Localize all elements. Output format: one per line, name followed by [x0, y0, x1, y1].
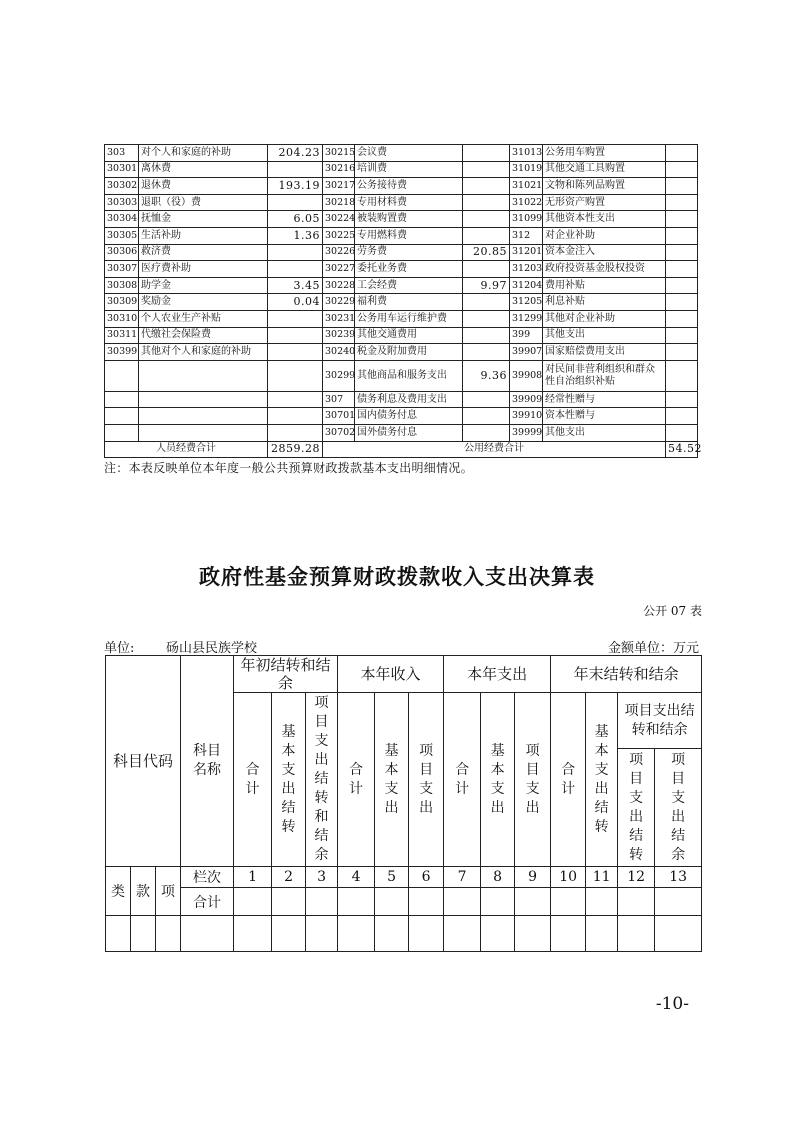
cell — [409, 888, 444, 916]
subject-name-header: 科目名称 — [181, 656, 234, 867]
expense-name: 退休费 — [139, 178, 268, 195]
expense-name: 助学金 — [139, 277, 268, 294]
expense-amount: 0.04 — [268, 294, 323, 311]
end-basic-carry-header: 基本支出结转 — [586, 693, 618, 867]
cell — [338, 888, 375, 916]
table-row — [105, 211, 698, 228]
top-table-body — [105, 145, 698, 442]
expense-name: 代缴社会保险费 — [139, 327, 268, 344]
expense-name: 公务接待费 — [355, 178, 463, 195]
cell — [655, 916, 702, 952]
table-row — [105, 261, 698, 278]
column-no-label: 栏次 — [181, 867, 234, 888]
expense-amount: 204.23 — [268, 145, 323, 162]
cell — [618, 888, 655, 916]
expense-name: 无形资产购置 — [543, 194, 666, 211]
table-row — [105, 327, 698, 344]
cell — [338, 916, 375, 952]
expense-name: 政府投资基金股权投资 — [543, 261, 666, 278]
expense-code: 30218 — [323, 194, 355, 211]
expense-code: 39999 — [510, 424, 543, 441]
public-total-label: 公用经费合计 — [323, 441, 666, 458]
expense-code: 307 — [323, 391, 355, 408]
expense-name: 利息补贴 — [543, 294, 666, 311]
expense-name: 抚恤金 — [139, 211, 268, 228]
expense-code: 30240 — [323, 344, 355, 361]
expense-amount — [463, 227, 510, 244]
expense-code: 30227 — [323, 261, 355, 278]
column-number: 9 — [515, 867, 551, 888]
expense-name: 其他交通工具购置 — [543, 161, 666, 178]
expense-amount — [666, 310, 698, 327]
cell — [306, 916, 338, 952]
expense-amount — [268, 261, 323, 278]
expense-code — [105, 408, 139, 425]
expense-amount — [666, 408, 698, 425]
category-xiang-header: 项 — [156, 867, 181, 916]
expense-amount — [666, 178, 698, 195]
expense-amount — [666, 327, 698, 344]
column-number: 6 — [409, 867, 444, 888]
expense-code: 31201 — [510, 244, 543, 261]
table-row — [105, 344, 698, 361]
column-number: 1 — [234, 867, 272, 888]
expense-amount: 193.19 — [268, 178, 323, 195]
expense-name: 费用补贴 — [543, 277, 666, 294]
begin-carry-header: 年初结转和结余 — [234, 656, 338, 693]
expense-code — [105, 391, 139, 408]
total-row-label: 合计 — [181, 888, 234, 916]
table-row — [105, 244, 698, 261]
column-number: 12 — [618, 867, 655, 888]
cell — [156, 916, 181, 952]
column-number: 13 — [655, 867, 702, 888]
cell — [306, 888, 338, 916]
table-row — [105, 277, 698, 294]
expense-name: 奖励金 — [139, 294, 268, 311]
expense-name — [139, 391, 268, 408]
expense-name: 工会经费 — [355, 277, 463, 294]
expense-name: 退职（役）费 — [139, 194, 268, 211]
expense-amount — [463, 327, 510, 344]
expense-code: 30304 — [105, 211, 139, 228]
table-row — [105, 408, 698, 425]
expense-name: 其他资本性支出 — [543, 211, 666, 228]
end-total-header: 合计 — [551, 693, 586, 867]
expense-name: 国内债务付息 — [355, 408, 463, 425]
expense-name — [139, 408, 268, 425]
expense-code: 31021 — [510, 178, 543, 195]
cell — [481, 916, 515, 952]
expense-name: 被装购置费 — [355, 211, 463, 228]
expense-code: 31013 — [510, 145, 543, 162]
expense-code: 30299 — [323, 360, 355, 391]
expense-name: 生活补助 — [139, 227, 268, 244]
expense-name: 个人农业生产补贴 — [139, 310, 268, 327]
expense-name: 培训费 — [355, 161, 463, 178]
end-project-carry-header: 项目支出结转 — [618, 749, 655, 867]
expense-amount — [463, 294, 510, 311]
income-project-header: 项目支出 — [409, 693, 444, 867]
table-row — [105, 391, 698, 408]
cell — [375, 888, 409, 916]
expense-amount — [666, 360, 698, 391]
column-number: 4 — [338, 867, 375, 888]
begin-basic-carry-header: 基本支出结转 — [272, 693, 306, 867]
cell — [618, 916, 655, 952]
table-row — [105, 424, 698, 441]
expense-name: 医疗费补助 — [139, 261, 268, 278]
column-number: 5 — [375, 867, 409, 888]
expense-name: 税金及附加费用 — [355, 344, 463, 361]
expense-name: 救济费 — [139, 244, 268, 261]
expense-code: 30229 — [323, 294, 355, 311]
column-number: 3 — [306, 867, 338, 888]
table-row — [105, 227, 698, 244]
money-unit: 金额单位：万元 — [607, 641, 699, 656]
expense-code: 30301 — [105, 161, 139, 178]
table-row — [105, 310, 698, 327]
expense-amount: 9.97 — [463, 277, 510, 294]
total-row — [106, 888, 702, 916]
expense-code: 30303 — [105, 194, 139, 211]
expense-name: 其他对个人和家庭的补助 — [139, 344, 268, 361]
expense-amount — [463, 424, 510, 441]
table-row — [105, 178, 698, 195]
expense-code — [105, 424, 139, 441]
cell — [272, 888, 306, 916]
expense-code: 30231 — [323, 310, 355, 327]
expense-name: 公务用车运行维护费 — [355, 310, 463, 327]
expense-amount — [666, 145, 698, 162]
expense-amount — [666, 261, 698, 278]
cell — [586, 916, 618, 952]
expense-code: 39909 — [510, 391, 543, 408]
expense-amount — [666, 344, 698, 361]
cell — [106, 916, 131, 952]
expense-amount — [268, 391, 323, 408]
table-note: 注：本表反映单位本年度一般公共预算财政拨款基本支出明细情况。 — [104, 461, 474, 475]
cell — [272, 916, 306, 952]
expense-basic-header: 基本支出 — [481, 693, 515, 867]
expense-code — [105, 360, 139, 391]
expense-amount — [463, 161, 510, 178]
end-project-balance-header: 项目支出结余 — [655, 749, 702, 867]
expense-code: 30702 — [323, 424, 355, 441]
expense-code: 31099 — [510, 211, 543, 228]
expense-project-header: 项目支出 — [515, 693, 551, 867]
basic-expenditure-detail-table — [104, 144, 702, 458]
column-number: 7 — [444, 867, 481, 888]
expense-name: 经常性赠与 — [543, 391, 666, 408]
expense-name: 离休费 — [139, 161, 268, 178]
expense-code: 30305 — [105, 227, 139, 244]
expense-code: 30311 — [105, 327, 139, 344]
expense-amount — [666, 424, 698, 441]
empty-row — [106, 916, 702, 952]
expense-amount — [463, 344, 510, 361]
expense-name: 资本金注入 — [543, 244, 666, 261]
table-row — [105, 294, 698, 311]
personnel-total-value: 2859.28 — [268, 441, 323, 458]
expense-amount — [463, 211, 510, 228]
expense-code: 31205 — [510, 294, 543, 311]
expense-code: 30310 — [105, 310, 139, 327]
cell — [551, 888, 586, 916]
expense-code: 31022 — [510, 194, 543, 211]
table-row — [105, 161, 698, 178]
expense-code: 30225 — [323, 227, 355, 244]
expense-amount — [666, 227, 698, 244]
expense-name: 劳务费 — [355, 244, 463, 261]
expense-amount — [268, 161, 323, 178]
expense-name: 福利费 — [355, 294, 463, 311]
expense-name: 专用燃料费 — [355, 227, 463, 244]
begin-total-header: 合计 — [234, 693, 272, 867]
expense-amount — [268, 244, 323, 261]
begin-project-carry-header: 项目支出结转和结余 — [306, 693, 338, 867]
expense-code: 312 — [510, 227, 543, 244]
expense-name: 对企业补助 — [543, 227, 666, 244]
cell — [181, 916, 234, 952]
expense-name: 其他交通费用 — [355, 327, 463, 344]
expense-name — [139, 360, 268, 391]
expense-name: 国家赔偿费用支出 — [543, 344, 666, 361]
expense-amount: 20.85 — [463, 244, 510, 261]
expense-amount — [463, 408, 510, 425]
cell — [131, 916, 156, 952]
cell — [234, 888, 272, 916]
expense-code: 30308 — [105, 277, 139, 294]
table-row — [105, 360, 698, 391]
category-lei-header: 类 — [106, 867, 131, 916]
expense-amount — [268, 360, 323, 391]
page-title: 政府性基金预算财政拨款收入支出决算表 — [199, 565, 595, 589]
income-header: 本年收入 — [338, 656, 444, 693]
expense-code: 30228 — [323, 277, 355, 294]
page-number: -10- — [655, 994, 689, 1014]
expense-amount: 3.45 — [268, 277, 323, 294]
expense-amount — [463, 261, 510, 278]
cell — [515, 888, 551, 916]
expense-amount — [463, 310, 510, 327]
expense-amount — [463, 194, 510, 211]
expense-amount — [268, 194, 323, 211]
subject-code-header: 科目代码 — [106, 656, 181, 867]
expense-amount — [666, 211, 698, 228]
expense-code: 31203 — [510, 261, 543, 278]
unit-label: 单位: — [104, 641, 135, 656]
expense-name: 公务用车购置 — [543, 145, 666, 162]
expense-name: 专用材料费 — [355, 194, 463, 211]
expense-amount — [666, 244, 698, 261]
table-row — [105, 145, 698, 162]
expense-amount — [463, 178, 510, 195]
expense-name: 会议费 — [355, 145, 463, 162]
expense-code: 30399 — [105, 344, 139, 361]
expense-amount — [463, 145, 510, 162]
expense-code: 30216 — [323, 161, 355, 178]
end-carry-header: 年末结转和结余 — [551, 656, 702, 693]
cell — [444, 888, 481, 916]
expense-code: 30226 — [323, 244, 355, 261]
unit-value: 砀山县民族学校 — [166, 641, 258, 656]
expense-name: 债务利息及费用支出 — [355, 391, 463, 408]
fund-budget-table — [105, 655, 702, 952]
expense-code: 30306 — [105, 244, 139, 261]
expense-code: 31299 — [510, 310, 543, 327]
expense-amount — [463, 391, 510, 408]
expense-code: 31019 — [510, 161, 543, 178]
expense-name — [139, 424, 268, 441]
personnel-total-label: 人员经费合计 — [105, 441, 268, 458]
expense-name: 其他支出 — [543, 424, 666, 441]
expense-code: 30215 — [323, 145, 355, 162]
cell — [444, 916, 481, 952]
expense-name: 其他商品和服务支出 — [355, 360, 463, 391]
cell — [655, 888, 702, 916]
cell — [481, 888, 515, 916]
expense-code: 39907 — [510, 344, 543, 361]
expense-amount: 6.05 — [268, 211, 323, 228]
end-project-carry-balance-header: 项目支出结转和结余 — [618, 693, 702, 749]
expense-code: 30239 — [323, 327, 355, 344]
expense-code: 30217 — [323, 178, 355, 195]
expense-amount — [666, 294, 698, 311]
expense-name: 国外债务付息 — [355, 424, 463, 441]
expense-code: 399 — [510, 327, 543, 344]
cell — [551, 916, 586, 952]
expense-amount — [268, 344, 323, 361]
expense-code: 30309 — [105, 294, 139, 311]
expense-name: 其他对企业补助 — [543, 310, 666, 327]
expense-amount — [666, 194, 698, 211]
income-total-header: 合计 — [338, 693, 375, 867]
expense-amount — [666, 161, 698, 178]
expense-total-header: 合计 — [444, 693, 481, 867]
expense-code: 31204 — [510, 277, 543, 294]
cell — [515, 916, 551, 952]
cell — [375, 916, 409, 952]
expense-code: 39910 — [510, 408, 543, 425]
column-number: 10 — [551, 867, 586, 888]
expense-name: 文物和陈列品购置 — [543, 178, 666, 195]
table-row — [105, 194, 698, 211]
category-kuan-header: 款 — [131, 867, 156, 916]
expense-amount: 9.36 — [463, 360, 510, 391]
expense-code: 30307 — [105, 261, 139, 278]
cell — [409, 916, 444, 952]
expense-code: 303 — [105, 145, 139, 162]
expense-code: 39908 — [510, 360, 543, 391]
column-number: 8 — [481, 867, 515, 888]
expense-amount — [268, 327, 323, 344]
expense-header: 本年支出 — [444, 656, 551, 693]
expense-amount — [666, 391, 698, 408]
form-code: 公开 07 表 — [643, 604, 702, 618]
expense-amount — [268, 424, 323, 441]
cell — [586, 888, 618, 916]
expense-name: 委托业务费 — [355, 261, 463, 278]
expense-name: 其他支出 — [543, 327, 666, 344]
expense-amount — [268, 408, 323, 425]
public-total-value: 54.52 — [666, 441, 698, 458]
total-row — [105, 441, 698, 458]
expense-name: 资本性赠与 — [543, 408, 666, 425]
column-number: 2 — [272, 867, 306, 888]
income-basic-header: 基本支出 — [375, 693, 409, 867]
expense-amount — [666, 277, 698, 294]
expense-code: 30224 — [323, 211, 355, 228]
cell — [234, 916, 272, 952]
column-number: 11 — [586, 867, 618, 888]
expense-code: 30302 — [105, 178, 139, 195]
expense-amount: 1.36 — [268, 227, 323, 244]
expense-name: 对民间非营利组织和群众性自治组织补贴 — [543, 360, 666, 391]
expense-code: 30701 — [323, 408, 355, 425]
expense-amount — [268, 310, 323, 327]
expense-name: 对个人和家庭的补助 — [139, 145, 268, 162]
